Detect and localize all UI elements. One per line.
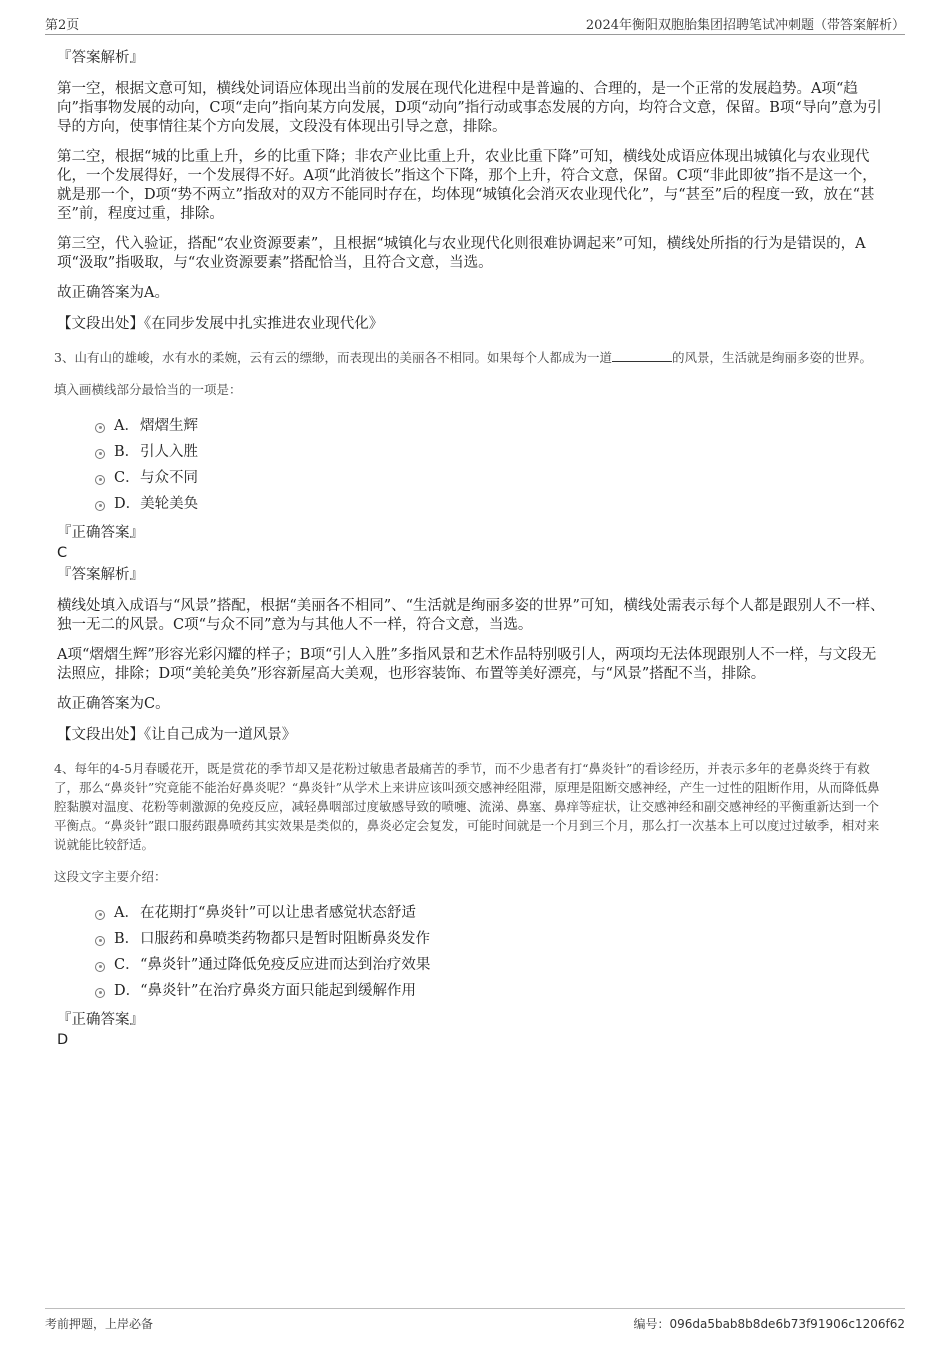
option-text: 在花期打“鼻炎针”可以让患者感觉状态舒适 (140, 905, 416, 921)
option-letter: B． (114, 931, 140, 947)
option-a[interactable] (95, 900, 889, 926)
option-d[interactable] (95, 491, 889, 517)
correct-answer: C (57, 545, 68, 561)
option-a[interactable] (95, 413, 889, 439)
radio-button-icon[interactable] (95, 936, 105, 946)
option-b[interactable] (95, 926, 889, 952)
radio-button-icon[interactable] (95, 423, 105, 433)
option-c[interactable] (95, 465, 889, 491)
analysis-paragraph: A项“熠熠生辉”形容光彩闪耀的样子；B项“引人入胜”多指风景和艺术作品特别吸引人，两项均无法体现跟别人不一样，与文段无法照应，排除；D项“美轮美奂”形容新屋高大美观，也形容装饰、布置等美好漂亮，与“风景”搭配不当，排除。 (57, 647, 877, 682)
analysis-paragraph: 第一空，根据文意可知，横线处词语应体现出当前的发展在现代化进程中是普遍的、合理的，是一个正常的发展趋势。A项“趋向”指事物发展的动向，C项“走向”指向某方向发展，D项“动向”指行动或事态发展的方向，均符合文意，保留。B项“导向”意为引导的方向，使事情往某个方向发展，文段没有体现出引导之意，排除。 (57, 81, 882, 135)
option-text: 熠熠生辉 (140, 418, 198, 434)
document-code: 编号：096da5bab8b8de6b73f91906c1206f62 (633, 1317, 905, 1331)
footer-slogan: 考前押题，上岸必备 (45, 1317, 154, 1331)
correct-answer: D (57, 1032, 69, 1048)
analysis-label: 『答案解析』 (57, 567, 144, 583)
option-list (95, 900, 889, 1004)
question-prompt: 填入画横线部分最恰当的一项是： (54, 382, 242, 397)
radio-button-icon[interactable] (95, 475, 105, 485)
analysis-paragraph: 第二空，根据“城的比重上升，乡的比重下降；非农产业比重上升，农业比重下降”可知，横线处成语应体现出城镇化与农业现代化，一个发展得好，一个发展得不好。A项“此消彼长”指这个下降，那个上升，符合文意，保留。C项“非此即彼”指不是这一个，就是那一个，D项“势不两立”指敌对的双方不能同时存在，均体现“城镇化会消灭农业现代化”，与“甚至”后的程度一致，放在“甚至”前，程度过重，排除。 (57, 149, 877, 222)
option-d[interactable] (95, 978, 889, 1004)
option-list (95, 413, 889, 517)
option-letter: A． (114, 905, 139, 921)
correct-answer-label: 『正确答案』 (57, 525, 144, 541)
analysis-conclusion: 故正确答案为C。 (57, 696, 170, 712)
option-b[interactable] (95, 439, 889, 465)
radio-button-icon[interactable] (95, 988, 105, 998)
page-footer (45, 1308, 905, 1337)
option-letter: B． (114, 444, 140, 460)
radio-button-icon[interactable] (95, 501, 105, 511)
option-text: “鼻炎针”通过降低免疫反应进而达到治疗效果 (140, 957, 431, 973)
correct-answer-label: 『正确答案』 (57, 1012, 144, 1028)
question-stem-after: 的风景，生活就是绚丽多姿的世界。 (671, 350, 872, 365)
source-citation: 【文段出处】《让自己成为一道风景》 (57, 727, 297, 743)
fill-blank (612, 349, 672, 362)
page-content (54, 48, 889, 1052)
option-letter: D． (114, 983, 141, 999)
option-text: 美轮美奂 (140, 496, 199, 512)
source-citation: 【文段出处】《在同步发展中扎实推进农业现代化》 (57, 316, 384, 332)
question-stem: 4、每年的4-5月春暖花开，既是赏花的季节却又是花粉过敏患者最痛苦的季节，而不少患者有打“鼻炎针”的看诊经历，并表示多年的老鼻炎终于有救了，那么“鼻炎针”究竟能不能治好鼻炎呢？“鼻炎针”从学术上来讲应该叫颈交感神经阻滞，原理是阻断交感神经，产生一过性的阻断作用，从而降低鼻腔黏膜对温度、花粉等刺激源的免疫反应，减轻鼻咽部过度敏感导致的喷嚏、流涕、鼻塞、鼻痒等症状，让交感神经和副交感神经的平衡重新达到一个平衡点。“鼻炎针”跟口服药跟鼻喷药其实效果是类似的，鼻炎必定会复发，可能时间就是一个月到三个月，那么打一次基本上可以度过过敏季，相对来说就能比较舒适。 (54, 761, 880, 852)
analysis-conclusion: 故正确答案为A。 (57, 285, 169, 301)
option-text: 口服药和鼻喷类药物都只是暂时阻断鼻炎发作 (140, 931, 430, 947)
option-letter: A． (114, 418, 139, 434)
radio-button-icon[interactable] (95, 910, 105, 920)
option-letter: D． (114, 496, 141, 512)
option-letter: C． (114, 957, 140, 973)
radio-button-icon[interactable] (95, 962, 105, 972)
page-header (45, 12, 905, 35)
option-text: “鼻炎针”在治疗鼻炎方面只能起到缓解作用 (140, 983, 416, 999)
option-letter: C． (114, 470, 140, 486)
option-text: 引人入胜 (140, 444, 198, 460)
analysis-paragraph: 第三空，代入验证，搭配“农业资源要素”，且根据“城镇化与农业现代化则很难协调起来”可知，横线处所指的行为是错误的，A项“汲取”指吸取，与“农业资源要素”搭配恰当，且符合文意，当选。 (57, 236, 866, 271)
radio-button-icon[interactable] (95, 449, 105, 459)
option-c[interactable] (95, 952, 889, 978)
analysis-paragraph: 横线处填入成语与“风景”搭配，根据“美丽各不相同”、“生活就是绚丽多姿的世界”可知，横线处需表示每个人都是跟别人不一样、独一无二的风景。C项“与众不同”意为与其他人不一样，符合文意，当选。 (57, 598, 885, 633)
analysis-label: 『答案解析』 (57, 50, 144, 66)
question-prompt: 这段文字主要介绍： (54, 869, 167, 884)
option-text: 与众不同 (140, 470, 198, 486)
page-number: 第2页 (45, 18, 80, 33)
document-title: 2024年衡阳双胞胎集团招聘笔试冲刺题（带答案解析） (585, 18, 905, 33)
question-stem-before: 3、山有山的雄峻，水有水的柔婉，云有云的缥缈，而表现出的美丽各不相同。如果每个人都成为一道 (54, 350, 612, 365)
question-stem (54, 348, 889, 367)
